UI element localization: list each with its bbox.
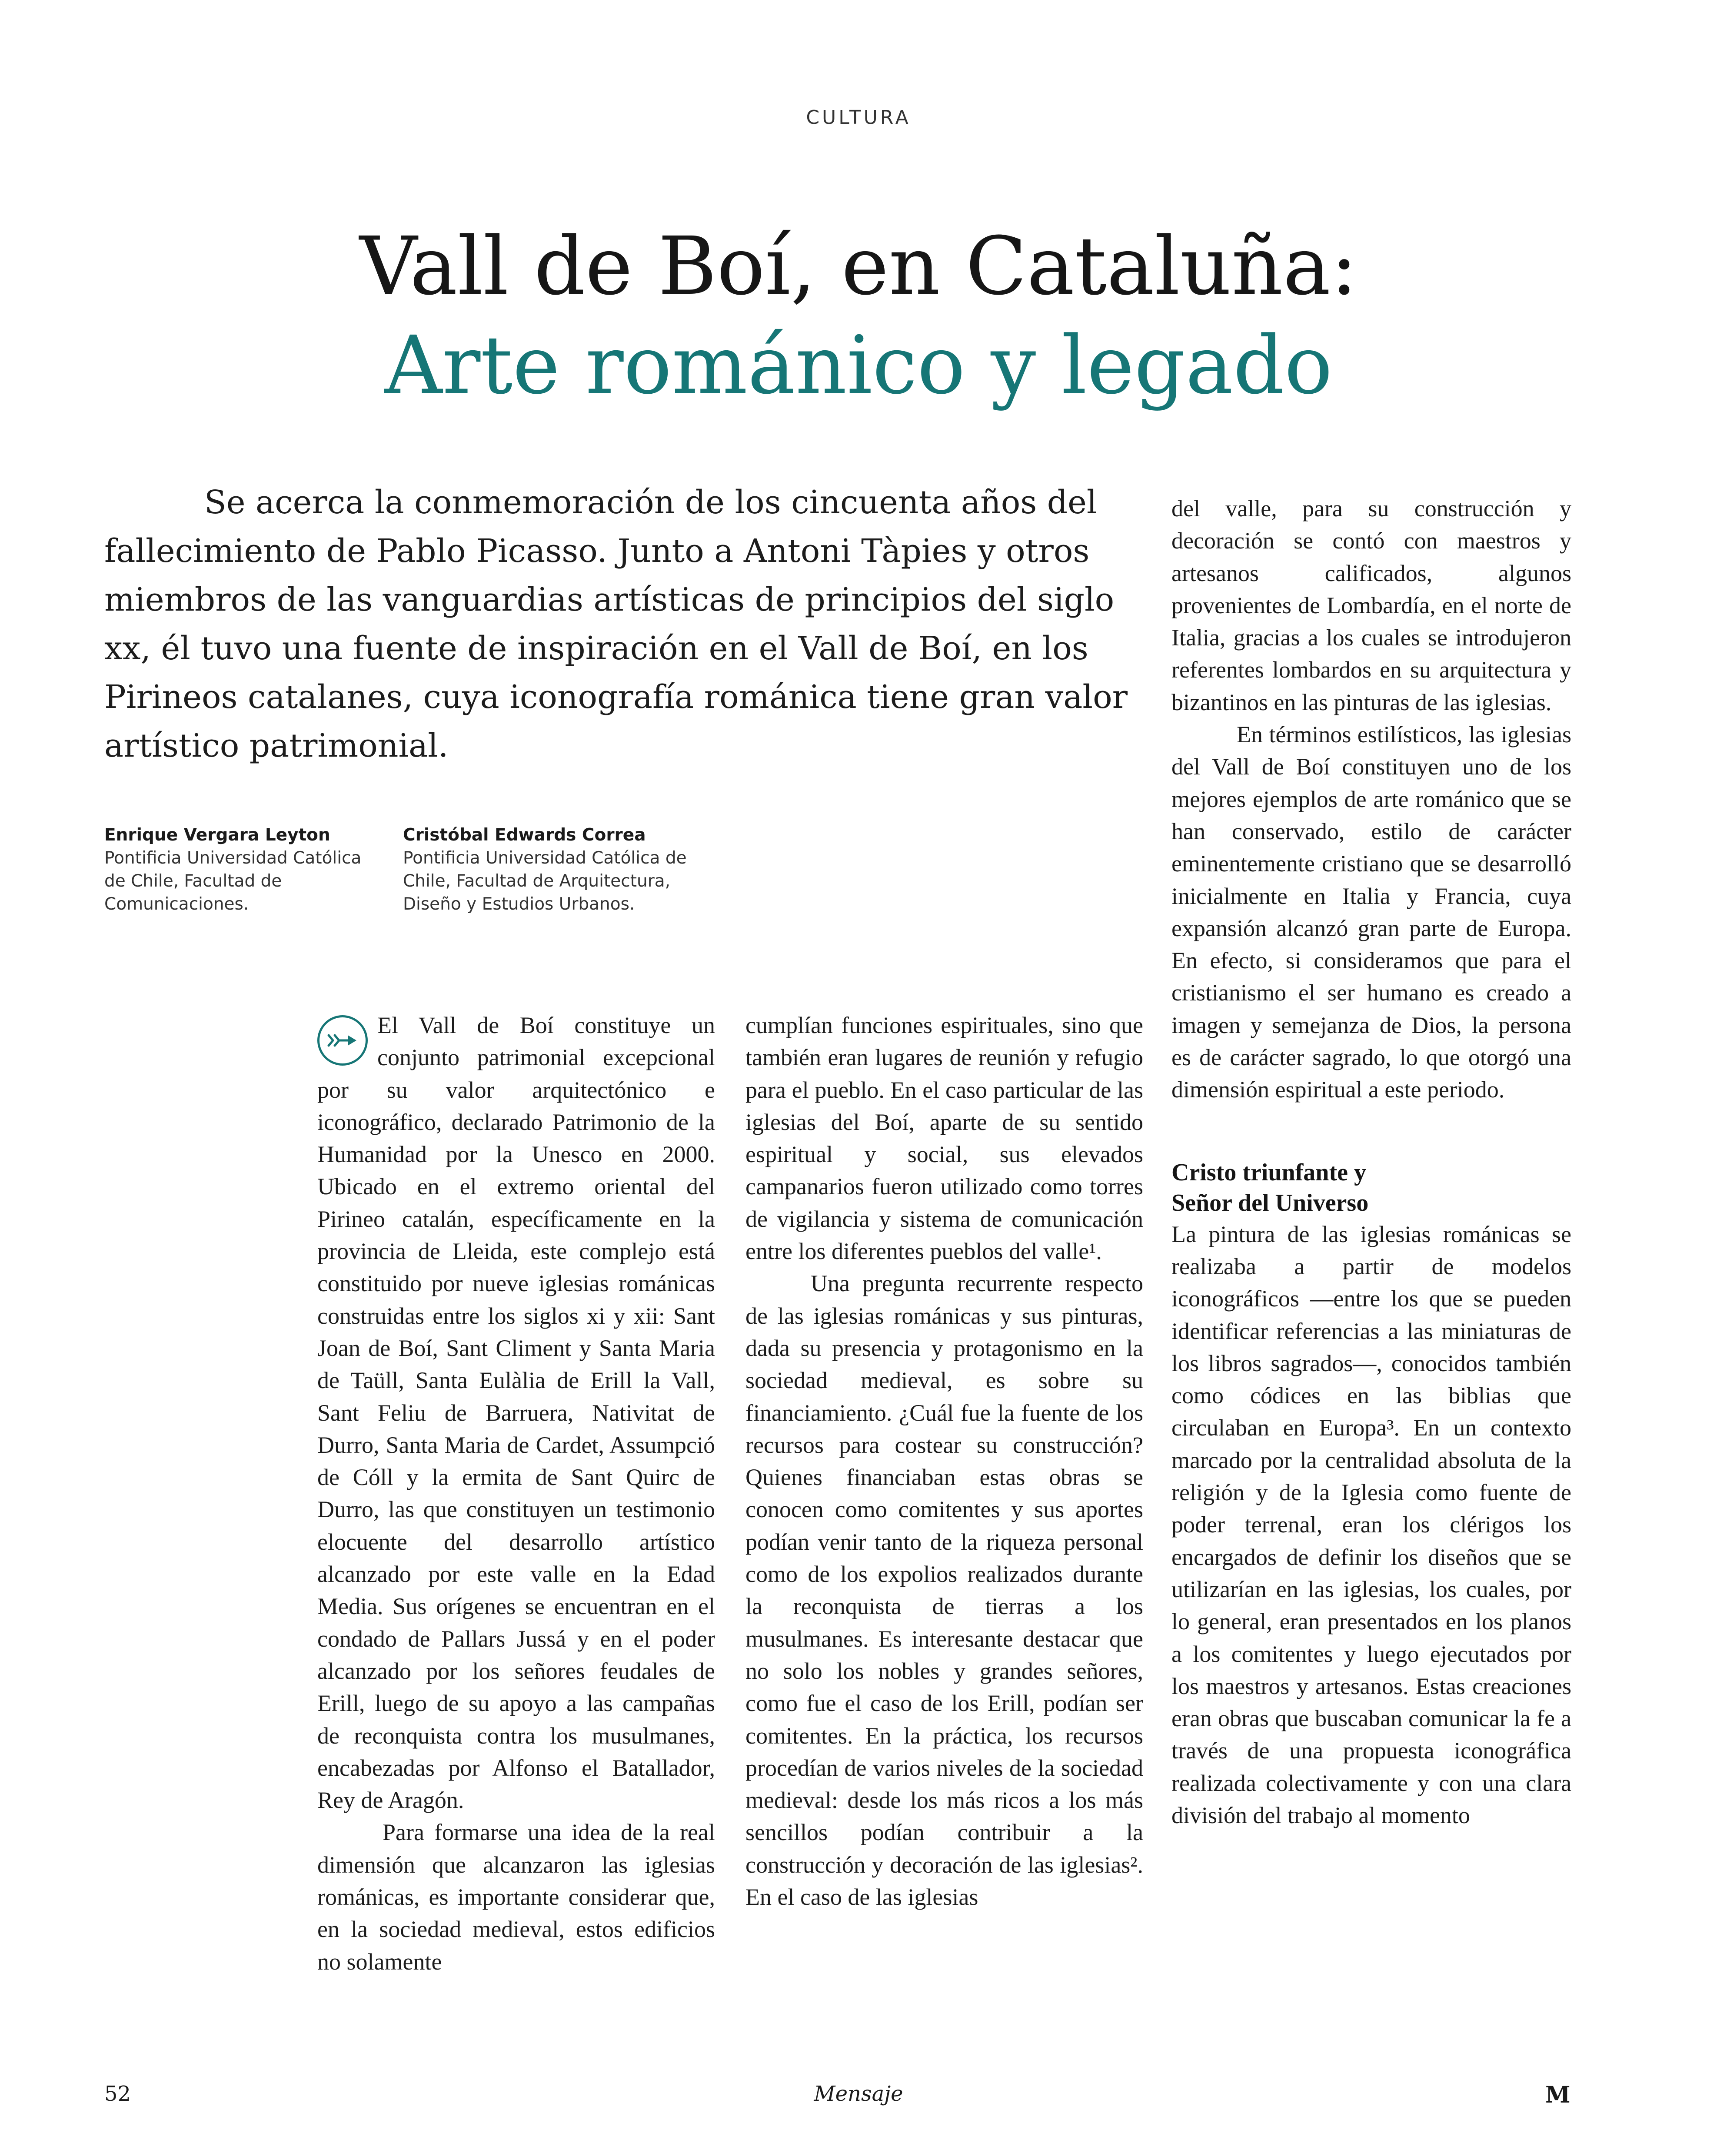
- body-paragraph: Una pregunta recurrente respecto de las iglesias románicas y sus pinturas, dada su presencia y protagonismo en la sociedad medieval, es sobre su financiamiento. ¿Cuál fue la fuente de los recursos para costear su construcción? Quienes financiaban estas obras se conocen como comitentes y sus aportes podían venir tanto de la riqueza personal como de los expolios realizados durante la reconquista de tierras a los musulmanes. Es interesante destacar que no solo los nobles y grandes señores, como fue el caso de los Erill, podían ser comitentes. En la práctica, los recursos procedían de varios niveles de la sociedad medieval: desde los más ricos a los más sencillos podían contribuir a la construcción y decoración de las iglesias². En el caso de las iglesias: [745, 1270, 1143, 1910]
- author-name: Enrique Vergara Leyton: [104, 825, 330, 845]
- author-name: Cristóbal Edwards Correa: [403, 825, 646, 845]
- subheading-line: Cristo triunfante y: [1171, 1159, 1366, 1186]
- magazine-logo: M: [1545, 2082, 1571, 2108]
- page-number: 52: [104, 2082, 131, 2106]
- body-column-1: [317, 1009, 715, 1978]
- author-affiliation: Pontificia Universidad Católica de Chile, Facultad de Arquitectura, Diseño y Estudios Urbanos.: [403, 848, 687, 914]
- body-paragraph: La pintura de las iglesias románicas se realizaba a partir de modelos iconográficos —entre los que se pueden identificar referencias a las miniaturas de los libros sagrados—, conocidos también como códices en las biblias que circulaban en Europa³. En un contexto marcado por la centralidad absoluta de la religión y de la Iglesia como fuente de poder terrenal, eran los clérigos los encargados de definir los diseños que se utilizarían en las iglesias, los cuales, por lo general, eran presentados en los planos a los comitentes y luego ejecutados por los maestros y artesanos. Estas creaciones eran obras que buscaban comunicar la fe a través de una propuesta iconográfica realizada colectivamente y con una clara división del trabajo al momento: [1171, 1221, 1571, 1828]
- article-lead: Se acerca la conmemoración de los cincuenta años del fallecimiento de Pablo Picasso. Junto a Antoni Tàpies y otros miembros de las vanguardias artísticas de principios del siglo xx, él tuvo una fuente de inspiración en el Vall de Boí, en los Pirineos catalanes, cuya iconografía románica tiene gran valor artístico patrimonial.: [104, 484, 1128, 764]
- section-spacer: [1171, 1106, 1571, 1157]
- body-column-3: [1171, 492, 1571, 1831]
- article-subtitle: Arte románico y legado: [384, 319, 1333, 412]
- body-paragraph: Para formarse una idea de la real dimensión que alcanzaron las iglesias románicas, es importante considerar que, en la sociedad medieval, estos edificios no solamente: [317, 1819, 715, 1975]
- author-block: [104, 824, 387, 916]
- subheading: [1171, 1157, 1571, 1218]
- magazine-name: Mensaje: [814, 2082, 903, 2106]
- body-paragraph: cumplían funciones espirituales, sino que también eran lugares de reunión y refugio para el pueblo. En el caso particular de las iglesias del Boí, aparte de su sentido espiritual y social, sus elevados campanarios fueron utilizado como torres de vigilancia y sistema de comunicación entre los diferentes pueblos del valle¹.: [745, 1012, 1143, 1265]
- author-block: [403, 824, 716, 916]
- author-affiliation: Pontificia Universidad Católica de Chile, Facultad de Comunicaciones.: [104, 848, 362, 914]
- section-label: CULTURA: [806, 106, 911, 129]
- arrow-icon-glyph: [327, 1032, 358, 1049]
- subheading-line: Señor del Universo: [1171, 1189, 1369, 1216]
- body-paragraph: del valle, para su construcción y decoración se contó con maestros y artesanos calificados, algunos provenientes de Lombardía, en el norte de Italia, gracias a los cuales se introdujeron referentes lombardos en su arquitectura y bizantinos en las pinturas de las iglesias.: [1171, 495, 1571, 715]
- body-paragraph: El Vall de Boí constituye un conjunto patrimonial excepcional por su valor arquitectónico e iconográfico, declarado Patrimonio de la Humanidad por la Unesco en 2000. Ubicado en el extremo oriental del Pirineo catalán, específicamente en la provincia de Lleida, este complejo está constituido por nueve iglesias románicas construidas entre los siglos xi y xii: Sant Joan de Boí, Sant Climent y Santa Maria de Taüll, Santa Eulàlia de Erill la Vall, Sant Feliu de Barruera, Nativitat de Durro, Santa Maria de Cardet, Assumpció de Cóll y la ermita de Sant Quirc de Durro, las que constituyen un testimonio elocuente del desarrollo artístico alcanzado por este valle en la Edad Media. Sus orígenes se encuentran en el condado de Pallars Jussá y en el poder alcanzado por los señores feudales de Erill, luego de su apoyo a las campañas de reconquista contra los musulmanes, encabezadas por Alfonso el Batallador, Rey de Aragón.: [317, 1012, 715, 1814]
- body-paragraph: En términos estilísticos, las iglesias del Vall de Boí constituyen uno de los mejores ejemplos de arte románico que se han conservado, estilo de carácter eminentemente cristiano que se desarrolló inicialmente en Italia y Francia, cuya expansión alcanzó gran parte de Europa. En efecto, si consideramos que para el cristianismo el ser humano es creado a imagen y semejanza de Dios, la persona es de carácter sagrado, lo que otorgó una dimensión espiritual a este periodo.: [1171, 721, 1571, 1103]
- arrow-icon: [317, 1015, 368, 1066]
- article-title: Vall de Boí, en Cataluña:: [359, 220, 1358, 313]
- body-column-2: [745, 1009, 1143, 1913]
